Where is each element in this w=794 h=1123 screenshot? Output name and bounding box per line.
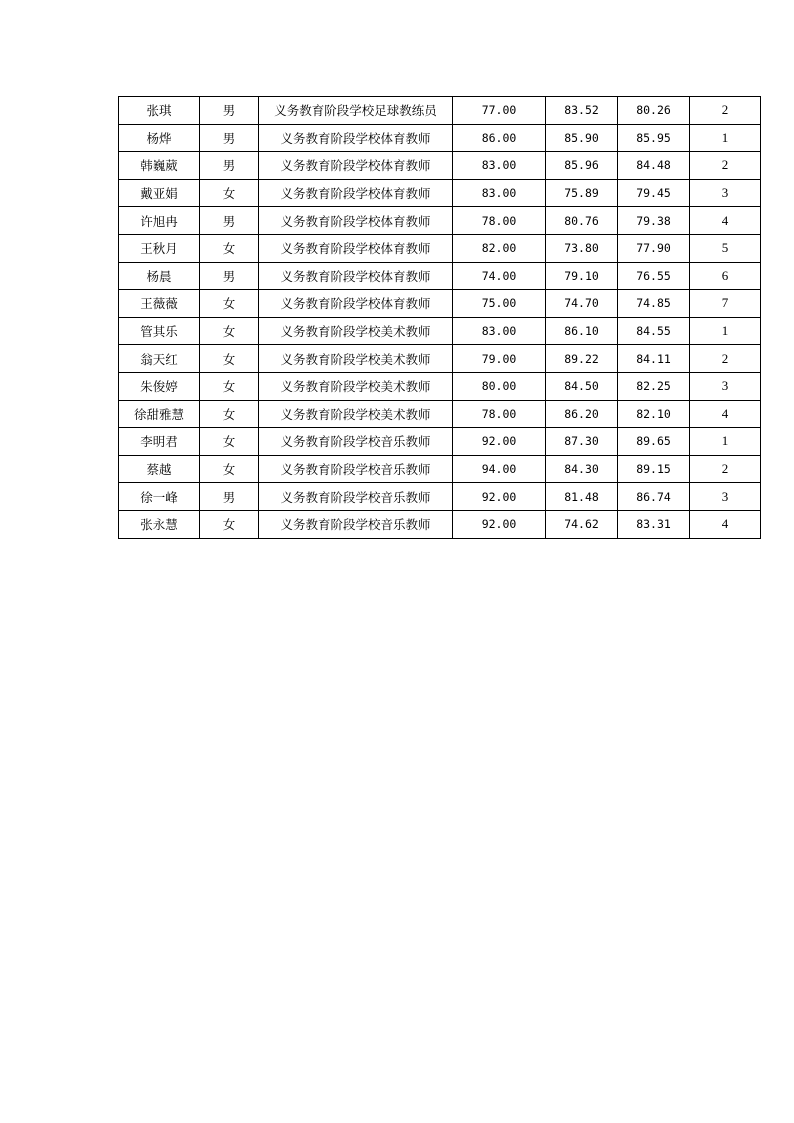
table-row <box>119 152 761 180</box>
table-row <box>119 345 761 373</box>
total-score-cell: 84.55 <box>618 317 690 345</box>
rank-cell: 3 <box>690 372 761 400</box>
gender-cell: 女 <box>200 234 259 262</box>
total-score-cell: 79.38 <box>618 207 690 235</box>
total-score-cell: 77.90 <box>618 234 690 262</box>
written-score-cell: 74.00 <box>453 262 546 290</box>
position-cell: 义务教育阶段学校体育教师 <box>259 262 453 290</box>
total-score-cell: 82.10 <box>618 400 690 428</box>
position-cell: 义务教育阶段学校美术教师 <box>259 317 453 345</box>
written-score-cell: 75.00 <box>453 290 546 318</box>
written-score-cell: 82.00 <box>453 234 546 262</box>
table-row <box>119 510 761 538</box>
interview-score-cell: 74.62 <box>546 510 618 538</box>
table-row <box>119 317 761 345</box>
rank-cell: 3 <box>690 179 761 207</box>
interview-score-cell: 83.52 <box>546 97 618 125</box>
rank-cell: 1 <box>690 428 761 456</box>
table-row <box>119 428 761 456</box>
gender-cell: 男 <box>200 152 259 180</box>
name-cell: 徐甜雅慧 <box>119 400 200 428</box>
table-row <box>119 207 761 235</box>
position-cell: 义务教育阶段学校体育教师 <box>259 207 453 235</box>
name-cell: 管其乐 <box>119 317 200 345</box>
position-cell: 义务教育阶段学校美术教师 <box>259 372 453 400</box>
total-score-cell: 79.45 <box>618 179 690 207</box>
table-row <box>119 124 761 152</box>
position-cell: 义务教育阶段学校体育教师 <box>259 124 453 152</box>
gender-cell: 女 <box>200 455 259 483</box>
position-cell: 义务教育阶段学校体育教师 <box>259 179 453 207</box>
total-score-cell: 85.95 <box>618 124 690 152</box>
rank-cell: 2 <box>690 97 761 125</box>
gender-cell: 女 <box>200 345 259 373</box>
interview-score-cell: 75.89 <box>546 179 618 207</box>
written-score-cell: 80.00 <box>453 372 546 400</box>
position-cell: 义务教育阶段学校音乐教师 <box>259 455 453 483</box>
interview-score-cell: 89.22 <box>546 345 618 373</box>
written-score-cell: 83.00 <box>453 152 546 180</box>
interview-score-cell: 87.30 <box>546 428 618 456</box>
rank-cell: 1 <box>690 317 761 345</box>
written-score-cell: 83.00 <box>453 317 546 345</box>
gender-cell: 女 <box>200 428 259 456</box>
name-cell: 王薇薇 <box>119 290 200 318</box>
total-score-cell: 83.31 <box>618 510 690 538</box>
table-row <box>119 483 761 511</box>
rank-cell: 4 <box>690 207 761 235</box>
written-score-cell: 83.00 <box>453 179 546 207</box>
table-row <box>119 179 761 207</box>
name-cell: 翁天红 <box>119 345 200 373</box>
gender-cell: 女 <box>200 510 259 538</box>
table-row <box>119 97 761 125</box>
table-row <box>119 455 761 483</box>
interview-score-cell: 73.80 <box>546 234 618 262</box>
gender-cell: 男 <box>200 262 259 290</box>
written-score-cell: 86.00 <box>453 124 546 152</box>
position-cell: 义务教育阶段学校音乐教师 <box>259 428 453 456</box>
table-row <box>119 290 761 318</box>
name-cell: 王秋月 <box>119 234 200 262</box>
rank-cell: 7 <box>690 290 761 318</box>
position-cell: 义务教育阶段学校体育教师 <box>259 234 453 262</box>
position-cell: 义务教育阶段学校美术教师 <box>259 345 453 373</box>
table-row <box>119 234 761 262</box>
rank-cell: 5 <box>690 234 761 262</box>
written-score-cell: 77.00 <box>453 97 546 125</box>
written-score-cell: 94.00 <box>453 455 546 483</box>
name-cell: 杨烨 <box>119 124 200 152</box>
name-cell: 韩巍葳 <box>119 152 200 180</box>
table-row <box>119 372 761 400</box>
name-cell: 张永慧 <box>119 510 200 538</box>
rank-cell: 6 <box>690 262 761 290</box>
name-cell: 戴亚娟 <box>119 179 200 207</box>
total-score-cell: 76.55 <box>618 262 690 290</box>
table-row <box>119 400 761 428</box>
table-row <box>119 262 761 290</box>
rank-cell: 1 <box>690 124 761 152</box>
name-cell: 李明君 <box>119 428 200 456</box>
position-cell: 义务教育阶段学校音乐教师 <box>259 510 453 538</box>
gender-cell: 女 <box>200 400 259 428</box>
total-score-cell: 89.65 <box>618 428 690 456</box>
position-cell: 义务教育阶段学校音乐教师 <box>259 483 453 511</box>
written-score-cell: 78.00 <box>453 207 546 235</box>
total-score-cell: 82.25 <box>618 372 690 400</box>
interview-score-cell: 85.96 <box>546 152 618 180</box>
total-score-cell: 89.15 <box>618 455 690 483</box>
interview-score-cell: 86.10 <box>546 317 618 345</box>
interview-score-cell: 74.70 <box>546 290 618 318</box>
name-cell: 许旭冉 <box>119 207 200 235</box>
total-score-cell: 80.26 <box>618 97 690 125</box>
gender-cell: 女 <box>200 179 259 207</box>
rank-cell: 2 <box>690 345 761 373</box>
interview-score-cell: 81.48 <box>546 483 618 511</box>
interview-score-cell: 85.90 <box>546 124 618 152</box>
rank-cell: 2 <box>690 152 761 180</box>
name-cell: 蔡越 <box>119 455 200 483</box>
gender-cell: 女 <box>200 317 259 345</box>
gender-cell: 女 <box>200 372 259 400</box>
written-score-cell: 92.00 <box>453 510 546 538</box>
position-cell: 义务教育阶段学校美术教师 <box>259 400 453 428</box>
name-cell: 徐一峰 <box>119 483 200 511</box>
interview-score-cell: 84.50 <box>546 372 618 400</box>
interview-score-cell: 79.10 <box>546 262 618 290</box>
total-score-cell: 74.85 <box>618 290 690 318</box>
position-cell: 义务教育阶段学校体育教师 <box>259 152 453 180</box>
name-cell: 张琪 <box>119 97 200 125</box>
gender-cell: 男 <box>200 207 259 235</box>
written-score-cell: 92.00 <box>453 483 546 511</box>
written-score-cell: 92.00 <box>453 428 546 456</box>
position-cell: 义务教育阶段学校足球教练员 <box>259 97 453 125</box>
interview-score-cell: 80.76 <box>546 207 618 235</box>
rank-cell: 4 <box>690 510 761 538</box>
table-body <box>119 97 761 539</box>
position-cell: 义务教育阶段学校体育教师 <box>259 290 453 318</box>
gender-cell: 女 <box>200 290 259 318</box>
name-cell: 朱俊婷 <box>119 372 200 400</box>
name-cell: 杨晨 <box>119 262 200 290</box>
total-score-cell: 84.11 <box>618 345 690 373</box>
rank-cell: 4 <box>690 400 761 428</box>
total-score-cell: 86.74 <box>618 483 690 511</box>
total-score-cell: 84.48 <box>618 152 690 180</box>
interview-score-cell: 86.20 <box>546 400 618 428</box>
gender-cell: 男 <box>200 97 259 125</box>
written-score-cell: 78.00 <box>453 400 546 428</box>
gender-cell: 男 <box>200 483 259 511</box>
written-score-cell: 79.00 <box>453 345 546 373</box>
interview-score-cell: 84.30 <box>546 455 618 483</box>
score-table <box>118 96 761 539</box>
gender-cell: 男 <box>200 124 259 152</box>
rank-cell: 2 <box>690 455 761 483</box>
rank-cell: 3 <box>690 483 761 511</box>
